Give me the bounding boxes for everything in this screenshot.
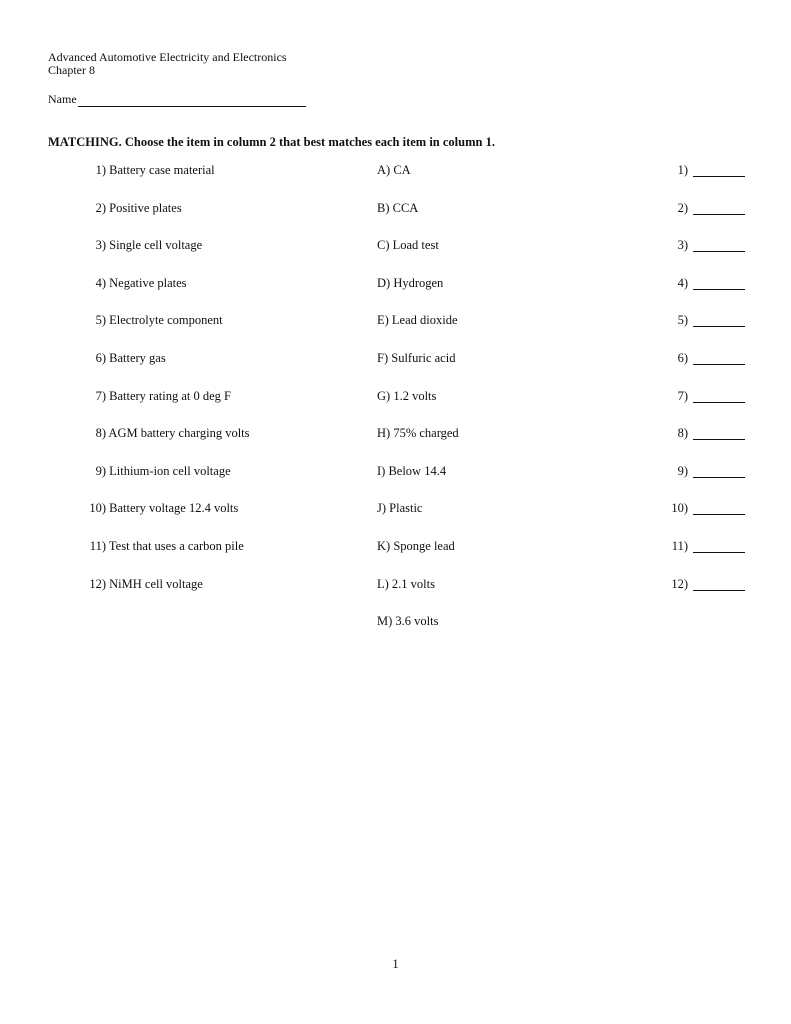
column1-item [84,276,187,291]
matching-row [0,313,791,329]
answer-blank[interactable] [693,477,745,478]
column1-item [84,238,202,253]
answer-blank[interactable] [693,251,745,252]
instructions: MATCHING. Choose the item in column 2 that best matches each item in column 1. [48,135,495,149]
column1-item [84,464,231,479]
column1-item [84,501,238,516]
answer-blank[interactable] [693,514,745,515]
matching-row [0,238,791,254]
answer-label: 12) [671,576,688,591]
column1-item [84,389,231,404]
matching-row [0,201,791,217]
column2-item: E) Lead dioxide [377,313,458,328]
column2-item: A) CA [377,163,411,177]
item-number: 4) [95,275,106,290]
answer-blank[interactable] [693,364,745,365]
answer-blank[interactable] [693,289,745,290]
answer-label: 9) [677,463,688,478]
matching-row [0,426,791,442]
item-number: 11) [89,539,106,553]
item-number: 3) [95,238,106,253]
column2-item: F) Sulfuric acid [377,351,456,365]
course-title: Advanced Automotive Electricity and Electronics [48,50,287,64]
column2-item: M) 3.6 volts [377,614,439,629]
item-number: 6) [95,351,106,365]
answer-blank[interactable] [693,176,745,177]
name-label: Name [48,92,77,106]
item-text: Battery rating at 0 deg F [106,388,231,403]
column2-item: K) Sponge lead [377,539,455,553]
item-text: Negative plates [106,275,187,290]
name-field [48,92,306,107]
matching-row [0,276,791,292]
page-number: 1 [392,957,399,971]
answer-label: 4) [677,275,688,290]
column1-item [84,539,244,554]
answer-blank[interactable] [693,552,745,553]
matching-row [0,464,791,480]
item-number: 10) [89,501,106,516]
item-text: Positive plates [106,200,182,215]
item-text: Single cell voltage [106,238,203,253]
answer-label: 1) [677,163,688,177]
item-number: 12) [89,576,106,591]
item-text: Test that uses a carbon pile [106,539,244,553]
column1-item [84,313,223,328]
column1-item [84,163,215,178]
answer-blank[interactable] [693,214,745,215]
matching-row [0,539,791,555]
answer-label: 7) [677,388,688,403]
item-text: Battery case material [106,163,215,177]
column2-item: D) Hydrogen [377,275,444,290]
matching-row [0,614,791,630]
matching-row [0,501,791,517]
answer-label: 5) [677,313,688,328]
item-text: AGM battery charging volts [106,426,250,441]
answer-label: 2) [677,200,688,215]
answer-label: 11) [671,539,688,553]
column1-item [84,351,166,366]
item-number: 7) [95,388,106,403]
column1-item [84,577,203,592]
column2-item: L) 2.1 volts [377,576,435,591]
item-text: Battery voltage 12.4 volts [106,501,239,516]
matching-row [0,389,791,405]
answer-blank[interactable] [693,402,745,403]
column2-item: H) 75% charged [377,426,459,441]
item-text: Electrolyte component [106,313,223,328]
matching-row [0,163,791,179]
answer-blank[interactable] [693,590,745,591]
item-number: 1) [95,163,106,177]
item-number: 9) [95,463,106,478]
column2-item: B) CCA [377,200,419,215]
item-number: 2) [95,200,106,215]
item-text: Lithium-ion cell voltage [106,463,231,478]
chapter-label: Chapter 8 [48,63,95,77]
column2-item: I) Below 14.4 [377,463,447,478]
name-blank-line[interactable] [78,94,306,107]
item-text: NiMH cell voltage [106,576,203,591]
column2-item: C) Load test [377,238,439,253]
item-number: 5) [95,313,106,328]
item-number: 8) [95,426,106,441]
answer-blank[interactable] [693,439,745,440]
column2-item: J) Plastic [377,501,423,516]
matching-row [0,351,791,367]
answer-label: 3) [677,238,688,253]
answer-label: 10) [671,501,688,516]
column1-item [84,201,182,216]
item-text: Battery gas [106,351,166,365]
answer-blank[interactable] [693,326,745,327]
column1-item [84,426,250,441]
answer-label: 8) [677,426,688,441]
answer-label: 6) [677,351,688,365]
matching-row [0,577,791,593]
column2-item: G) 1.2 volts [377,388,437,403]
